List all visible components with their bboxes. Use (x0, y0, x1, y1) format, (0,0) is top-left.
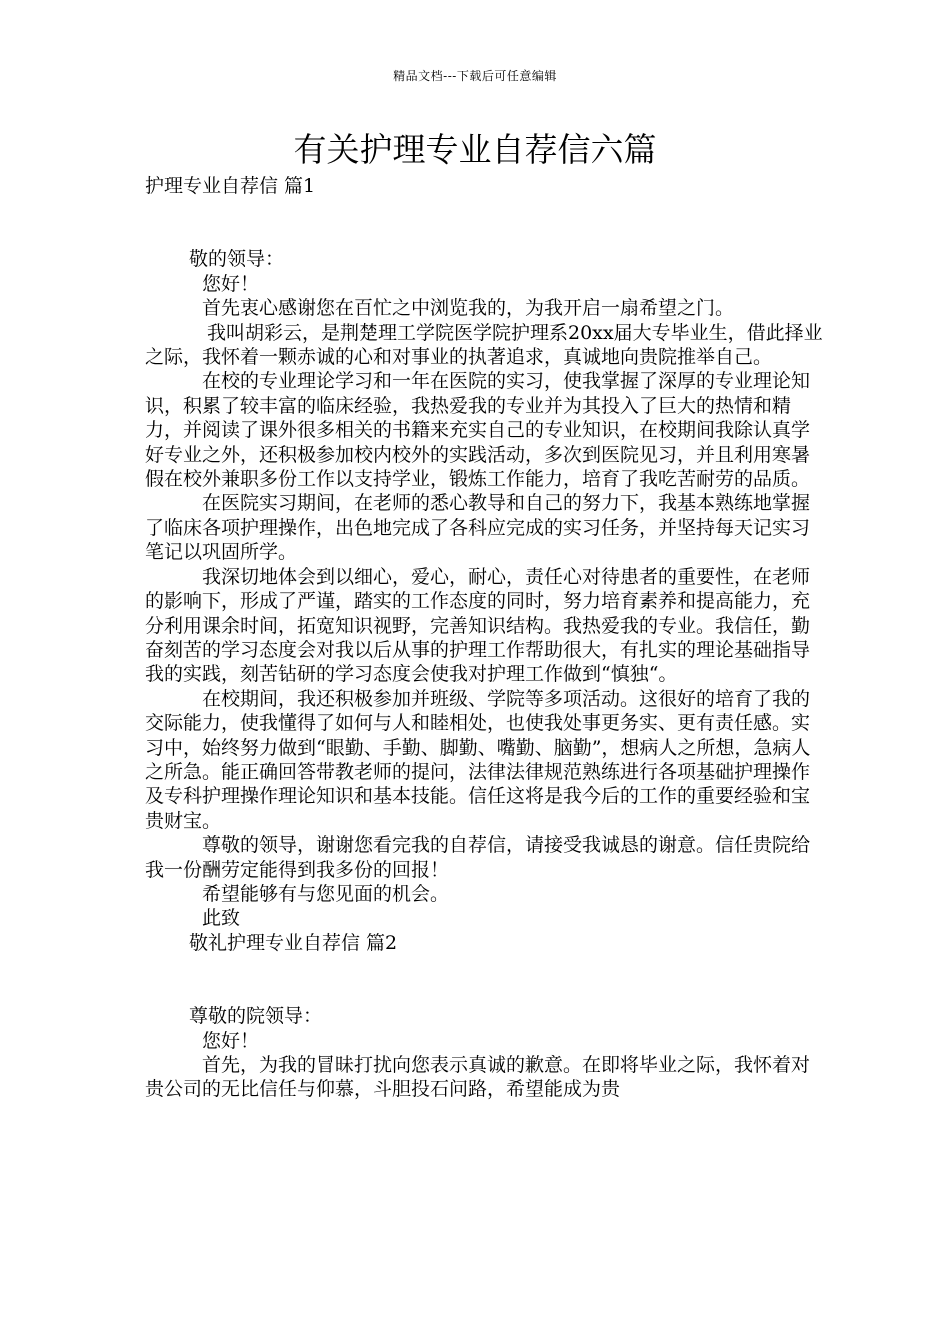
letter1-paragraph: 在医院实习期间，在老师的悉心教导和自己的努力下，我基本熟练地掌握了临床各项护理操作，出色地完成了各科应完成的实习任务，并坚持每天记实习笔记以巩固所学。 (145, 492, 811, 564)
header-note: 精品文档---下载后可任意编辑 (393, 69, 557, 83)
letter1-greeting: 您好！ (202, 272, 260, 295)
letter1-paragraph: 在校期间，我还积极参加并班级、学院等多项活动。这很好的培育了我的交际能力，使我懂得了如何与人和睦相处，也使我处事更务实、更有责任感。实习中，始终努力做到“眼勤、手勤、脚勤、嘴勤、脑勤”，想病人之所想，急病人之所急。能正确回答带教老师的提问，法律法律规范熟练进行各项基础护理操作及专科护理操作理论知识和基本技能。信任这将是我今后的工作的重要经验和宝贵财宝。 (145, 687, 811, 832)
document-body (145, 174, 825, 1102)
letter2-heading: 敬礼护理专业自荐信 篇2 (189, 931, 398, 954)
letter1-heading: 护理专业自荐信 篇1 (145, 175, 316, 197)
letter1-paragraph: 尊敬的领导，谢谢您看完我的自荐信，请接受我诚恳的谢意。信任贵院给我一份酬劳定能得到我多份的回报！ (145, 834, 811, 881)
letter1-paragraph: 在校的专业理论学习和一年在医院的实习，使我掌握了深厚的专业理论知识，积累了较丰富的临床经验，我热爱我的专业并为其投入了巨大的热情和精力，并阅读了课外很多相关的书籍来充实自己的专业知识，在校期间我除认真学好专业之外，还积极参加校内校外的实践活动，多次到医院见习，并且利用寒暑假在校外兼职多份工作以支持学业，锻炼工作能力，培育了我吃苦耐劳的品质。 (145, 370, 811, 491)
letter1-closing: 此致 (202, 907, 241, 930)
spacer (145, 955, 825, 1004)
document-title: 有关护理专业自荐信六篇 (293, 130, 657, 169)
letter2-salutation: 尊敬的院领导： (189, 1005, 323, 1028)
letter1-paragraph: 希望能够有与您见面的机会。 (202, 882, 450, 905)
letter1-paragraph: 我深切地体会到以细心，爱心，耐心，责任心对待患者的重要性，在老师的影响下，形成了严谨，踏实的工作态度的同时，努力培育素养和提高能力，充分利用课余时间，拓宽知识视野，完善知识结构。我热爱我的专业。我信任，勤奋刻苦的学习态度会对我以后从事的护理工作帮助很大，有扎实的理论基础指导我的实践，刻苦钻研的学习态度会使我对护理工作做到“慎独“。 (145, 565, 811, 686)
letter1-paragraph: 首先衷心感谢您在百忙之中浏览我的，为我开启一扇希望之门。 (202, 297, 735, 320)
letter1-paragraph: 我叫胡彩云，是荆楚理工学院医学院护理系20xx届大专毕业生，借此择业之际，我怀着一颗赤诚的心和对事业的执著追求，真诚地向贵院推举自己。 (145, 321, 823, 369)
letter2-paragraph: 首先，为我的冒昧打扰向您表示真诚的歉意。在即将毕业之际，我怀着对贵公司的无比信任与仰慕，斗胆投石问路，希望能成为贵 (145, 1054, 811, 1101)
letter1-salutation: 敬的领导： (189, 248, 285, 271)
letter2-greeting: 您好！ (202, 1029, 260, 1052)
spacer (145, 198, 825, 247)
